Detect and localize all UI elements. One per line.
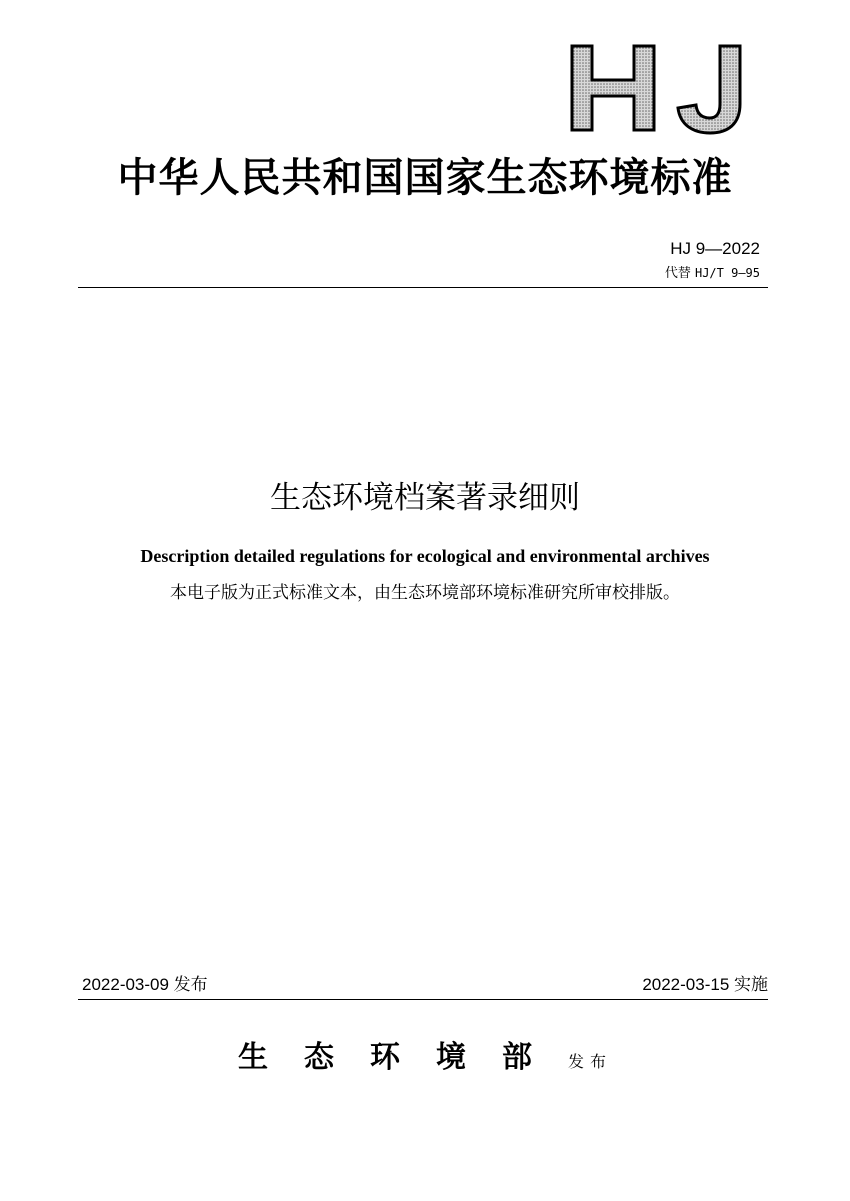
document-title-english: Description detailed regulations for ecological and environmental archives — [140, 546, 710, 566]
hj-logo-icon — [564, 38, 750, 138]
document-title: 生态环境档案著录细则 — [270, 480, 580, 516]
footer-divider — [78, 999, 768, 1000]
implement-date: 2022-03-15 实施 — [642, 975, 768, 994]
issuer-line — [0, 1038, 850, 1082]
replaced-standard-code: HJ/T 9—95 — [694, 266, 760, 280]
hj-logo — [564, 38, 750, 138]
replaces-label: 代替 — [664, 266, 691, 281]
issuer-verb: 发布 — [567, 1052, 612, 1071]
replaces-line — [665, 264, 760, 283]
standard-series-title: 中华人民共和国国家生态环境标准 — [117, 154, 733, 201]
header-divider — [78, 287, 768, 288]
standard-number: HJ 9—2022 — [670, 239, 760, 258]
issuer-name: 生态环境部 — [237, 1040, 568, 1075]
publish-date: 2022-03-09 发布 — [82, 975, 208, 994]
electronic-version-note: 本电子版为正式标准文本，由生态环境部环境标准研究所审校排版。 — [170, 583, 680, 603]
